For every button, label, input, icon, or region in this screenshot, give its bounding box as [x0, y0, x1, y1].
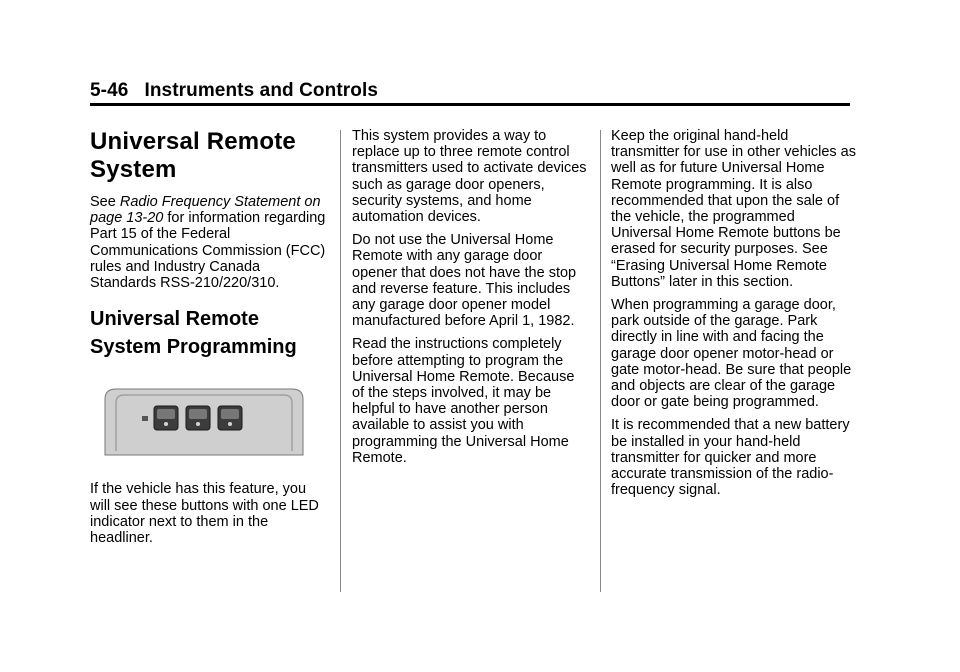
caption-paragraph: If the vehicle has this feature, you will see these buttons with one LED indicator next to them in the headliner.: [90, 481, 319, 547]
body-paragraph: Read the instructions completely before attempting to program the Universal Home Remote. Because of the steps involved, it may be helpful to have another person available to assist you with programming the Universal Home Remote.: [352, 336, 575, 466]
cross-reference-link[interactable]: Radio Frequency Statement on page 13-20: [90, 194, 321, 227]
remote-button-1: [154, 406, 178, 430]
see-prefix: See: [90, 194, 120, 210]
led-indicator: [142, 416, 148, 421]
page-header: [90, 80, 850, 102]
see-reference-paragraph: [90, 194, 330, 291]
subsection-title: Universal Remote System Programming: [90, 308, 297, 359]
remote-button-3: [218, 406, 242, 430]
chapter-title: Instruments and Controls: [144, 80, 379, 101]
body-paragraph: Do not use the Universal Home Remote with any garage door opener that does not have the stop and reverse feature. This includes any garage door opener model manufactured before April 1, 1982.: [352, 232, 577, 330]
body-paragraph: Keep the original hand-held transmitter for use in other vehicles as well as for future Universal Home Remote programming. It is also recommended that upon the sale of the vehicle, the programmed Universal Home Remote buttons be erased for security purposes. See “Erasing Universal Home Remote Buttons” later in this section.: [611, 128, 856, 290]
body-paragraph: When programming a garage door, park outside of the garage. Park directly in line with and facing the garage door opener motor-head or gate motor-head. Be sure that people and objects are clear of the garage door or gate being programmed.: [611, 297, 852, 411]
see-suffix: for information regarding Part 15 of the Federal Communications Commission (FCC) rules and Industry Canada Standards RSS-210/220/310.: [90, 210, 326, 292]
headliner-buttons-illustration: [102, 385, 306, 459]
remote-button-2: [186, 406, 210, 430]
column-1: [90, 128, 330, 553]
headliner-buttons-figure: [102, 385, 330, 463]
body-paragraph: It is recommended that a new battery be installed in your hand-held transmitter for quicker and more accurate transmission of the radio-frequency signal.: [611, 417, 850, 499]
column-3: [611, 128, 856, 505]
column-divider: [340, 130, 341, 592]
page-number: 5-46: [90, 80, 129, 101]
header-rule: [90, 103, 850, 106]
column-divider: [600, 130, 601, 592]
section-title: Universal Remote System: [90, 128, 296, 183]
column-2: [352, 128, 590, 473]
body-paragraph: This system provides a way to replace up to three remote control transmitters used to activate devices such as garage door openers, security systems, and home automation devices.: [352, 128, 587, 226]
